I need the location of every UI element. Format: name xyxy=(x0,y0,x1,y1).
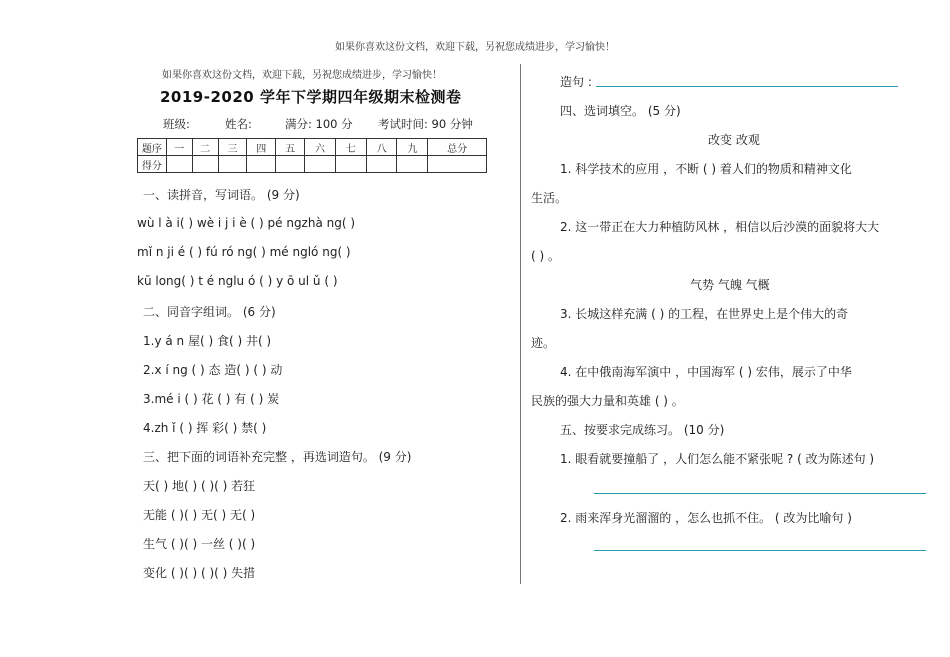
question-3-line-1: 3. 长城这样充满 ( ) 的工程，在世界史上是个伟大的奇 xyxy=(560,307,849,321)
table-cell: 二 xyxy=(192,139,218,156)
full-score-label: 满分: 100 分 xyxy=(285,117,353,131)
exercise-1: 1. 眼看就要撞船了 ，人们怎么能不紧张呢 ? ( 改为陈述句 ) xyxy=(560,452,875,466)
table-cell: 三 xyxy=(218,139,247,156)
score-cell[interactable] xyxy=(428,156,487,173)
table-cell: 七 xyxy=(335,139,366,156)
section-3-heading: 三、把下面的词语补充完整 ，再选词造句。 (9 分) xyxy=(143,450,412,464)
exam-time-label: 考试时间: 90 分钟 xyxy=(378,117,473,131)
idiom-row-1: 天( ) 地( ) ( )( ) 若狂 xyxy=(143,479,256,493)
score-cell[interactable] xyxy=(166,156,192,173)
score-cell[interactable] xyxy=(335,156,366,173)
idiom-row-2: 无能 ( )( ) 无( ) 无( ) xyxy=(143,508,256,522)
column-divider xyxy=(520,64,521,584)
score-cell[interactable] xyxy=(247,156,276,173)
exercise-2: 2. 雨来浑身光溜溜的 ，怎么也抓不住。 ( 改为比喻句 ) xyxy=(560,511,852,525)
sentence-label: 造句 : xyxy=(560,75,592,89)
score-cell[interactable] xyxy=(276,156,305,173)
pinyin-row-2: mǐ n ji é ( ) fú ró ng( ) mé ngló ng( ) xyxy=(137,245,351,259)
pinyin-row-3: kū long( ) t é nglu ó ( ) y ō ul ǔ ( ) xyxy=(137,274,338,288)
exercise-1-answer-line[interactable] xyxy=(594,493,926,494)
question-2-line-2: ( ) 。 xyxy=(531,249,560,263)
homophone-row-3: 3.mé i ( ) 花 ( ) 有 ( ) 炭 xyxy=(143,392,280,406)
exercise-2-answer-line[interactable] xyxy=(594,550,926,551)
question-1-line-1: 1. 科学技术的应用 ，不断 ( ) 着人们的物质和精神文化 xyxy=(560,162,852,176)
score-table xyxy=(137,138,487,173)
question-2-line-1: 2. 这一带正在大力种植防风林 ，相信以后沙漠的面貌将大大 xyxy=(560,220,880,234)
table-cell: 题序 xyxy=(138,139,167,156)
pinyin-row-1: wù l à i( ) wè i j i è ( ) pé ngzhà ng( ) xyxy=(137,216,356,230)
score-table-score-row xyxy=(138,156,487,173)
section-1-heading: 一、读拼音，写词语。 (9 分) xyxy=(143,188,300,202)
homophone-row-1: 1.y á n 屋( ) 食( ) 井( ) xyxy=(143,334,272,348)
table-cell: 得分 xyxy=(138,156,167,173)
score-table-header-row xyxy=(138,139,487,156)
table-cell: 一 xyxy=(166,139,192,156)
word-options-1: 改变 改观 xyxy=(708,133,760,147)
table-cell: 四 xyxy=(247,139,276,156)
table-cell: 八 xyxy=(366,139,397,156)
class-label: 班级: xyxy=(163,117,190,131)
idiom-row-3: 生气 ( )( ) 一丝 ( )( ) xyxy=(143,537,256,551)
question-4-line-2: 民族的强大力量和英雄 ( ) 。 xyxy=(531,394,684,408)
question-3-line-2: 迹。 xyxy=(531,336,556,350)
word-options-2: 气势 气魄 气概 xyxy=(690,278,770,292)
score-cell[interactable] xyxy=(192,156,218,173)
table-cell: 总分 xyxy=(428,139,487,156)
score-cell[interactable] xyxy=(397,156,428,173)
section-2-heading: 二、同音字组词。 (6 分) xyxy=(143,305,276,319)
question-4-line-1: 4. 在中俄南海军演中 ，中国海军 ( ) 宏伟，展示了中华 xyxy=(560,365,852,379)
table-cell: 五 xyxy=(276,139,305,156)
homophone-row-4: 4.zh ǐ ( ) 挥 彩( ) 禁( ) xyxy=(143,421,267,435)
score-cell[interactable] xyxy=(305,156,336,173)
homophone-row-2: 2.x í ng ( ) 态 造( ) ( ) 动 xyxy=(143,363,283,377)
score-cell[interactable] xyxy=(366,156,397,173)
table-cell: 九 xyxy=(397,139,428,156)
section-4-heading: 四、选词填空。 (5 分) xyxy=(560,104,681,118)
page-title: 2019-2020 学年下学期四年级期末检测卷 xyxy=(160,88,462,106)
idiom-row-4: 变化 ( )( ) ( )( ) 失措 xyxy=(143,566,256,580)
name-label: 姓名: xyxy=(225,117,252,131)
left-banner: 如果你喜欢这份文档，欢迎下载，另祝您成绩进步，学习愉快！ xyxy=(162,70,442,81)
table-cell: 六 xyxy=(305,139,336,156)
question-1-line-2: 生活。 xyxy=(531,191,568,205)
top-banner: 如果你喜欢这份文档，欢迎下载，另祝您成绩进步，学习愉快！ xyxy=(335,42,615,53)
sentence-answer-line[interactable] xyxy=(596,86,898,87)
score-cell[interactable] xyxy=(218,156,247,173)
section-5-heading: 五、按要求完成练习。 (10 分) xyxy=(560,423,725,437)
